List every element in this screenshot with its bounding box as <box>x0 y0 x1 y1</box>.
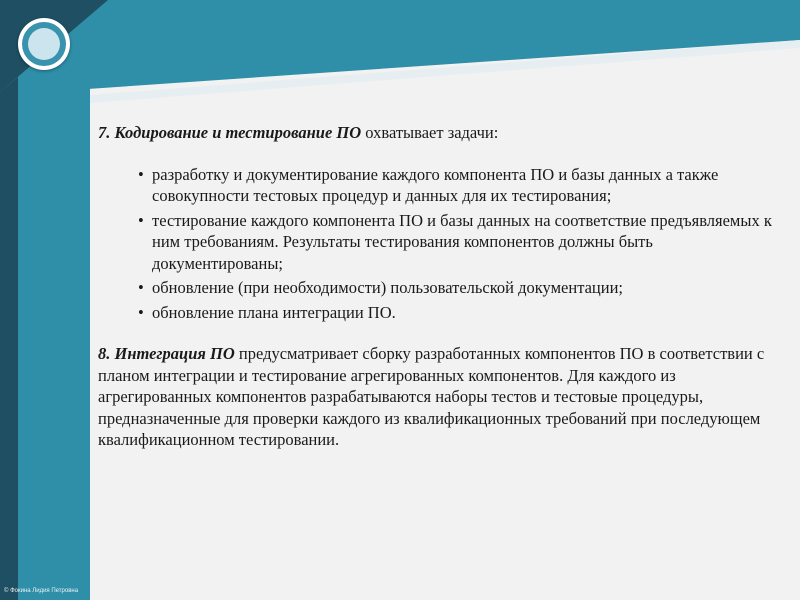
bullet-icon: • <box>138 302 144 322</box>
logo-core <box>28 28 60 60</box>
bullet-icon: • <box>138 278 144 297</box>
section8-paragraph <box>98 343 788 451</box>
section7-title: 7. Кодирование и тестирование ПО <box>98 123 362 142</box>
list-item <box>138 164 788 207</box>
copyright-note: © Фокина Лидия Петровна <box>4 588 79 594</box>
list-item-text: разработку и документирование каждого компонента ПО и базы данных а также совокупности тестовых процедур и данных для их тестирования; <box>152 164 719 205</box>
list-item <box>138 277 788 299</box>
list-item-text: обновление плана интеграции ПО. <box>152 302 396 322</box>
section7-heading <box>98 122 788 144</box>
bullet-icon: • <box>138 164 144 184</box>
slide-content <box>98 122 788 451</box>
section7-intro: охватывает задачи: <box>361 123 499 142</box>
list-item <box>138 302 788 324</box>
list-item-text: обновление (при необходимости) пользовательской документации; <box>152 278 623 297</box>
bullet-icon: • <box>138 210 144 230</box>
section8-body: предусматривает сборку разработанных компонентов ПО в соответствии с планом интеграции и тестирование агрегированных компонентов. Для каждого из агрегированных компонентов разрабатываются наборы тестов и тестовые процедуры, предназначенные для проверки каждого из квалификационных требований при последующем квалификационном тестировании. <box>98 344 765 449</box>
dark-left-strip <box>0 77 18 600</box>
section8-title: 8. Интеграция ПО <box>98 344 235 363</box>
list-item-text: тестирование каждого компонента ПО и базы данных на соответствие предъявляемых к ним требованиям. Результаты тестирования компонентов должны быть документированы; <box>152 210 772 273</box>
section7-task-list <box>98 164 788 324</box>
list-item <box>138 210 788 275</box>
logo-circle-icon <box>18 18 70 70</box>
top-teal-band <box>0 0 800 95</box>
